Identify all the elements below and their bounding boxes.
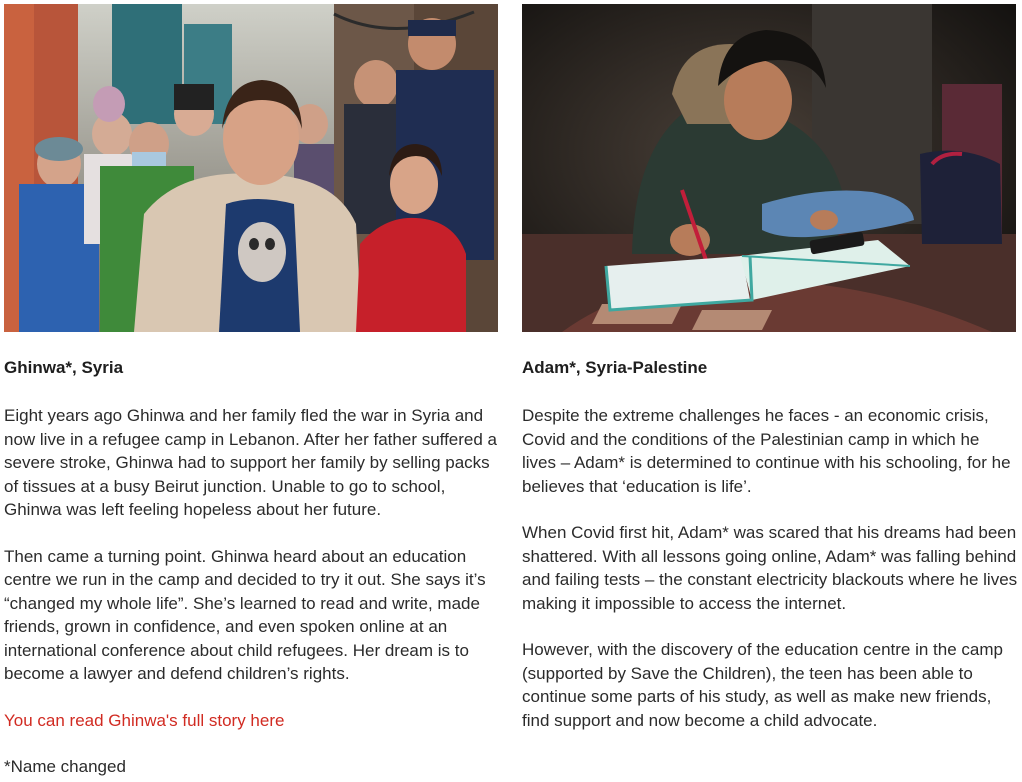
story-adam (522, 4, 1018, 732)
full-story-link[interactable]: You can read Ghinwa's full story here (4, 710, 285, 730)
story-heading-adam: Adam*, Syria-Palestine (522, 358, 708, 377)
story-paragraph: Then came a turning point. Ghinwa heard about an education centre we run in the camp and decided to try it out. She says it’s “changed my whole life”. She’s learned to read and write, made friends, grown in confidence, and even spoken online at an international conference about child refugees. Her dream is to become a lawyer and defend children’s rights. (4, 546, 486, 683)
story-heading-ghinwa: Ghinwa*, Syria (4, 358, 124, 377)
story-paragraph: Despite the extreme challenges he faces - an economic crisis, Covid and the conditions of the Palestinian camp in which he lives – Adam* is determined to continue with his schooling, for he believes that ‘education is life’. (522, 406, 1011, 496)
photo-adam-studying (522, 4, 1016, 332)
name-changed-footnote: *Name changed (4, 757, 126, 776)
photo-ghinwa-with-children (4, 4, 498, 332)
story-paragraph: However, with the discovery of the education centre in the camp (supported by Save the Children), the teen has been able to continue some parts of his study, as well as make new friends, find support and now become a child advocate. (522, 640, 1003, 730)
story-paragraph: When Covid first hit, Adam* was scared that his dreams had been shattered. With all lessons going online, Adam* was falling behind and failing tests – the constant electricity blackouts where he lives making it impossible to access the internet. (522, 523, 1018, 613)
story-paragraph: Eight years ago Ghinwa and her family fled the war in Syria and now live in a refugee camp in Lebanon. After her father suffered a severe stroke, Ghinwa had to support her family by selling packs of tissues at a busy Beirut junction. Unable to go to school, Ghinwa was left feeling hopeless about her future. (4, 406, 497, 519)
story-ghinwa (4, 4, 500, 779)
